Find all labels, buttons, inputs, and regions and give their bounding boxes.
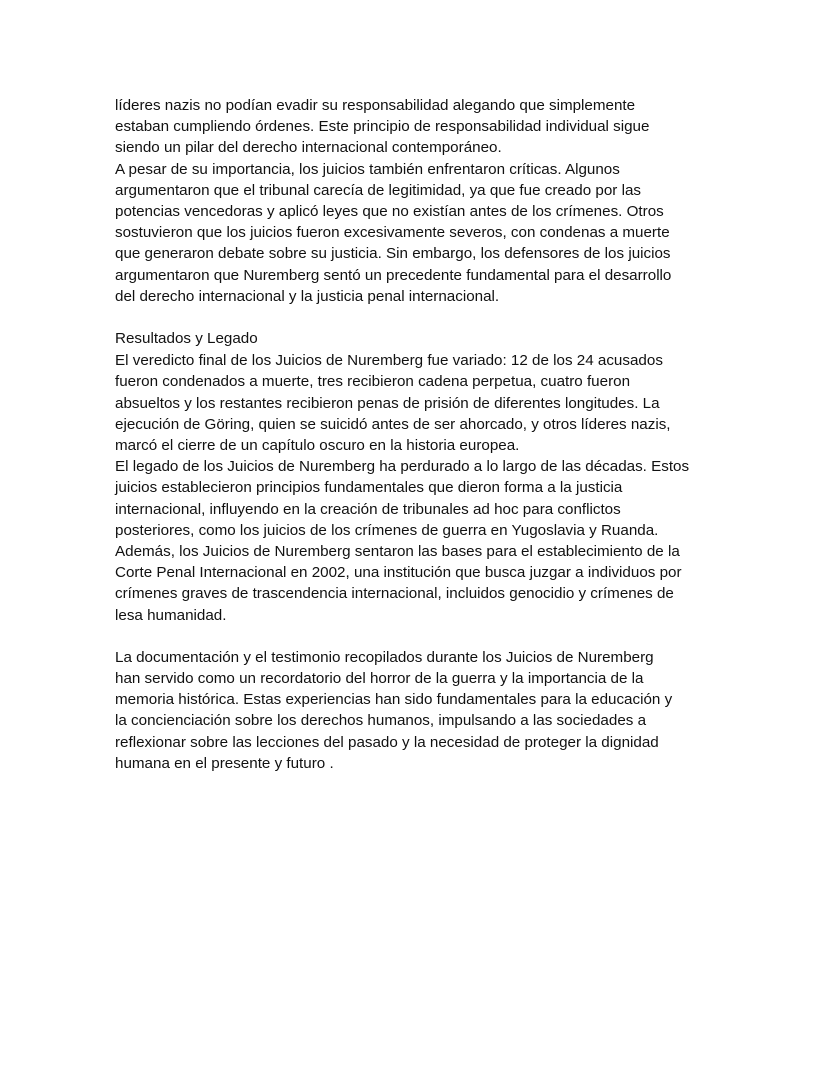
- paragraph-criticas: [115, 159, 725, 307]
- text-line: Corte Penal Internacional en 2002, una institución que busca juzgar a individuos por: [115, 564, 682, 582]
- text-line: sostuvieron que los juicios fueron excesivamente severos, con condenas a muerte: [115, 224, 670, 242]
- text-line: juicios establecieron principios fundamentales que dieron forma a la justicia: [115, 479, 623, 497]
- text-line: argumentaron que el tribunal carecía de legitimidad, ya que fue creado por las: [115, 181, 641, 199]
- text-line: humana en el presente y futuro .: [115, 754, 334, 772]
- paragraph-documentacion: [115, 647, 725, 774]
- text-line: crímenes graves de trascendencia internacional, incluidos genocidio y crímenes de: [115, 585, 674, 603]
- paragraph-veredicto: [115, 350, 725, 456]
- paragraph-spacer: [115, 307, 725, 328]
- text-line: la concienciación sobre los derechos humanos, impulsando a las sociedades a: [115, 712, 647, 730]
- paragraph-spacer: [115, 626, 725, 647]
- text-line: del derecho internacional y la justicia penal internacional.: [115, 287, 500, 305]
- text-line: El veredicto final de los Juicios de Nuremberg fue variado: 12 de los 24 acusados: [115, 352, 663, 370]
- text-line: líderes nazis no podían evadir su responsabilidad alegando que simplemente: [115, 97, 636, 114]
- text-line: siendo un pilar del derecho internacional contemporáneo.: [115, 139, 502, 157]
- paragraph-legado: [115, 456, 725, 626]
- text-line: fueron condenados a muerte, tres recibieron cadena perpetua, cuatro fueron: [115, 373, 631, 391]
- text-line: marcó el cierre de un capítulo oscuro en la historia europea.: [115, 437, 520, 455]
- section-heading: Resultados y Legado: [115, 330, 258, 348]
- text-line: ejecución de Göring, quien se suicidó antes de ser ahorcado, y otros líderes nazis,: [115, 415, 671, 433]
- text-line: Además, los Juicios de Nuremberg sentaron las bases para el establecimiento de la: [115, 543, 680, 561]
- text-line: El legado de los Juicios de Nuremberg ha perdurado a lo largo de las décadas. Estos: [115, 458, 690, 476]
- text-line: A pesar de su importancia, los juicios también enfrentaron críticas. Algunos: [115, 160, 620, 178]
- text-line: posteriores, como los juicios de los crímenes de guerra en Yugoslavia y Ruanda.: [115, 521, 659, 539]
- text-line: memoria histórica. Estas experiencias han sido fundamentales para la educación y: [115, 691, 673, 709]
- text-line: reflexionar sobre las lecciones del pasado y la necesidad de proteger la dignidad: [115, 733, 659, 751]
- document-page: [115, 95, 725, 774]
- text-line: han servido como un recordatorio del horror de la guerra y la importancia de la: [115, 670, 644, 688]
- text-line: argumentaron que Nuremberg sentó un precedente fundamental para el desarrollo: [115, 266, 672, 284]
- text-line: absueltos y los restantes recibieron penas de prisión de diferentes longitudes. La: [115, 394, 660, 412]
- text-line: La documentación y el testimonio recopilados durante los Juicios de Nuremberg: [115, 648, 654, 666]
- text-line: que generaron debate sobre su justicia. Sin embargo, los defensores de los juicios: [115, 245, 671, 263]
- text-line: lesa humanidad.: [115, 606, 227, 624]
- text-line: internacional, influyendo en la creación de tribunales ad hoc para conflictos: [115, 500, 621, 518]
- text-line: potencias vencedoras y aplicó leyes que no existían antes de los crímenes. Otros: [115, 203, 664, 221]
- paragraph-responsabilidad: [115, 95, 725, 159]
- text-line: estaban cumpliendo órdenes. Este principio de responsabilidad individual sigue: [115, 118, 650, 136]
